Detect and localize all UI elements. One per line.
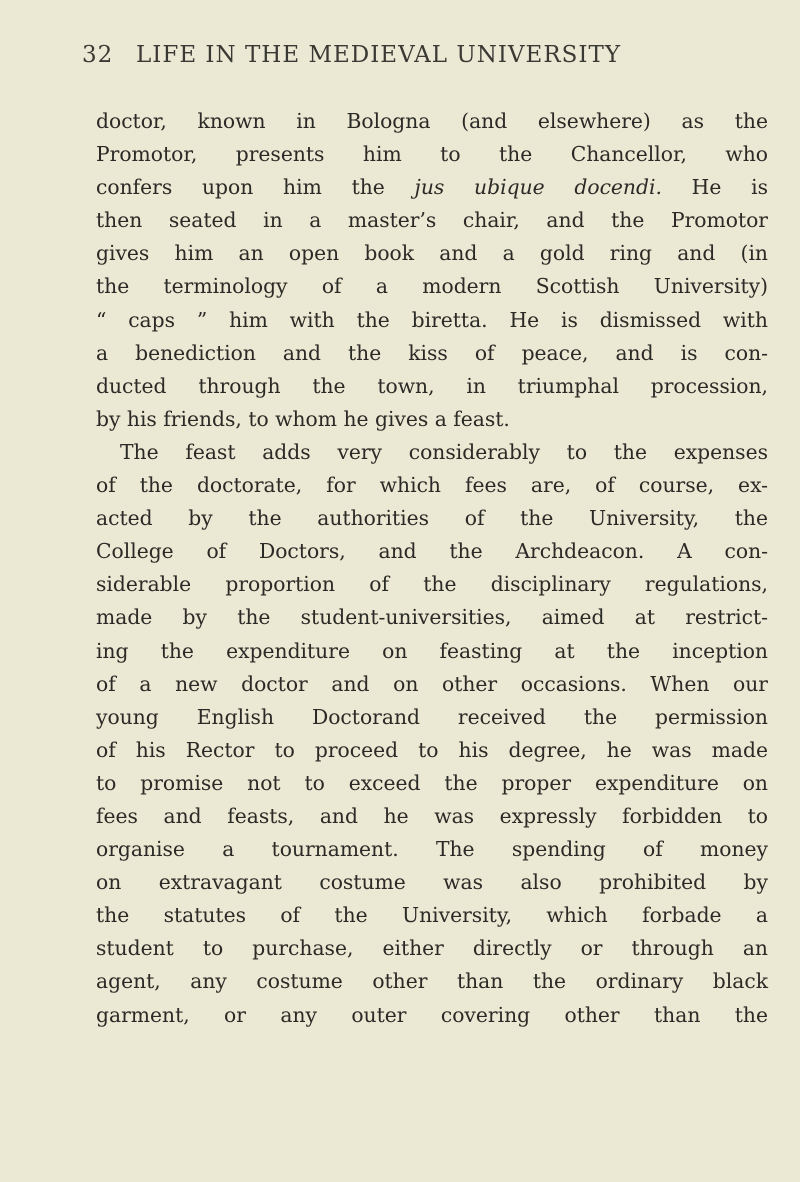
page-number: 32: [82, 42, 114, 68]
running-head: LIFE IN THE MEDIEVAL UNIVERSITY: [136, 42, 622, 68]
text-line: acted by the authorities of the University, the: [96, 506, 768, 531]
text-line: of his Rector to proceed to his degree, he was made: [96, 737, 768, 762]
text-line: on extravagant costume was also prohibited by: [96, 870, 768, 895]
text-line: made by the student-universities, aimed at restrict-: [96, 605, 768, 630]
text-line: garment, or any outer covering other than the: [96, 1002, 768, 1027]
text-line: The feast adds very considerably to the expenses: [120, 439, 768, 464]
text-line: student to purchase, either directly or through an: [96, 936, 768, 961]
latin-phrase: jus ubique docendi.: [414, 175, 662, 200]
text-line: College of Doctors, and the Archdeacon. A con-: [96, 539, 768, 564]
text-fragment: He is: [661, 175, 769, 200]
text-line: ing the expenditure on feasting at the inception: [96, 638, 768, 663]
text-line: [96, 171, 768, 204]
text-line: Promotor, presents him to the Chancellor, who: [96, 142, 768, 167]
text-line: of a new doctor and on other occasions. When our: [96, 671, 768, 696]
text-line: the terminology of a modern Scottish University): [96, 274, 768, 299]
page-header: [82, 42, 762, 68]
text-line: by his friends, to whom he gives a feast.: [96, 406, 510, 431]
text-line: young English Doctorand received the permission: [96, 704, 768, 729]
text-line: organise a tournament. The spending of money: [96, 837, 768, 862]
text-line: agent, any costume other than the ordinary black: [96, 969, 768, 994]
text-line: ducted through the town, in triumphal procession,: [96, 373, 768, 398]
text-line: the statutes of the University, which forbade a: [96, 903, 768, 928]
text-line: siderable proportion of the disciplinary regulations,: [96, 572, 768, 597]
text-line: a benediction and the kiss of peace, and is con-: [96, 340, 768, 365]
body-text: [96, 105, 768, 1032]
text-line: of the doctorate, for which fees are, of course, ex-: [96, 473, 768, 498]
text-line: fees and feasts, and he was expressly forbidden to: [96, 803, 768, 828]
text-line: gives him an open book and a gold ring and (in: [96, 241, 768, 266]
text-line: to promise not to exceed the proper expenditure on: [96, 770, 768, 795]
text-line: doctor, known in Bologna (and elsewhere) as the: [96, 109, 768, 133]
text-fragment: confers upon him the: [96, 175, 415, 200]
text-line: then seated in a master’s chair, and the Promotor: [96, 208, 768, 233]
text-line: “ caps ” him with the biretta. He is dismissed with: [96, 307, 768, 332]
